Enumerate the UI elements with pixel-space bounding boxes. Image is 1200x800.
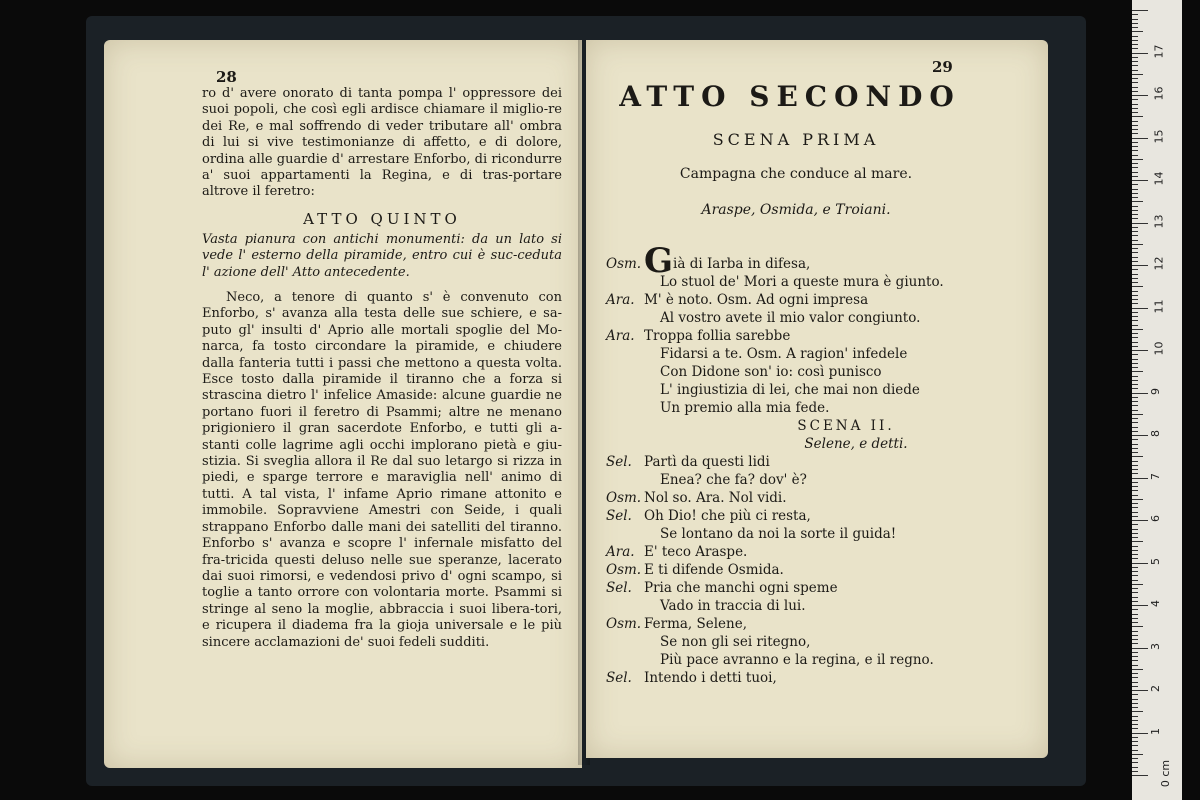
ruler-tick	[1132, 10, 1148, 11]
ruler-tick	[1132, 303, 1138, 304]
ruler-tick	[1132, 163, 1138, 164]
ruler-tick	[1132, 167, 1138, 168]
ruler-tick	[1132, 686, 1138, 687]
ruler-tick	[1132, 384, 1138, 385]
line-text: Lo stuol de' Mori a queste mura è giunto.	[660, 274, 944, 290]
ruler-label: 4	[1149, 600, 1162, 607]
ruler-tick	[1132, 452, 1138, 453]
ruler-tick	[1132, 592, 1138, 593]
ruler-tick	[1132, 65, 1138, 66]
speaker-label: Osm.	[606, 256, 642, 272]
verse-line	[606, 381, 1026, 399]
ruler-tick	[1132, 291, 1138, 292]
ruler-tick	[1132, 235, 1138, 236]
ruler-tick	[1132, 448, 1138, 449]
line-text: Intendo i detti tuoi,	[644, 670, 777, 686]
ruler-tick	[1132, 346, 1138, 347]
verse-block	[606, 241, 1026, 687]
speaker-label: Ara.	[606, 292, 635, 308]
verse-line	[606, 507, 1026, 525]
ruler-label: 9	[1149, 387, 1162, 395]
ruler-tick	[1132, 146, 1138, 147]
ruler-tick	[1132, 465, 1138, 466]
ruler-tick	[1132, 605, 1148, 606]
ruler-tick	[1132, 567, 1138, 568]
ruler-tick	[1132, 439, 1138, 440]
ruler-tick	[1132, 70, 1138, 71]
ruler-tick	[1132, 87, 1138, 88]
ruler-label: 14	[1152, 171, 1166, 186]
ruler-tick	[1132, 31, 1143, 32]
ruler-tick	[1132, 61, 1138, 62]
ruler-tick	[1132, 571, 1138, 572]
line-text: Più pace avranno e la regina, e il regno.	[660, 652, 934, 668]
ruler-tick	[1132, 265, 1148, 266]
ruler-tick	[1132, 673, 1138, 674]
verse-line	[606, 615, 1026, 633]
ruler-tick	[1132, 371, 1143, 372]
ruler-tick	[1132, 214, 1138, 215]
line-text: Vado in traccia di lui.	[660, 598, 806, 614]
ruler-tick	[1132, 435, 1148, 436]
ruler-tick	[1132, 461, 1138, 462]
ruler-tick	[1132, 410, 1138, 411]
line-text: L' ingiustizia di lei, che mai non diede	[660, 382, 920, 398]
ruler-tick	[1132, 218, 1138, 219]
speaker-label: Osm.	[606, 490, 642, 506]
ruler-tick	[1132, 427, 1138, 428]
ruler-tick	[1132, 512, 1138, 513]
speaker-label: Ara.	[606, 328, 635, 344]
ruler-tick	[1132, 622, 1138, 623]
ruler-tick	[1132, 337, 1138, 338]
line-text: E ti difende Osmida.	[644, 562, 784, 578]
line-text: Partì da questi lidi	[644, 454, 770, 470]
line-text: Al vostro avete il mio valor congiunto.	[660, 310, 921, 326]
measuring-ruler	[1132, 0, 1182, 800]
ruler-tick	[1132, 741, 1138, 742]
ruler-tick	[1132, 601, 1138, 602]
verse-line	[606, 651, 1026, 669]
ruler-tick	[1132, 690, 1148, 691]
line-text: Se lontano da noi la sorte il guida!	[660, 526, 897, 542]
ruler-tick	[1132, 584, 1143, 585]
verse-line	[606, 273, 1026, 291]
ruler-tick	[1132, 112, 1138, 113]
ruler-label: 6	[1149, 515, 1162, 522]
verse-line	[606, 543, 1026, 561]
ruler-tick	[1132, 444, 1138, 445]
ruler-tick	[1132, 495, 1138, 496]
speaker-label: Osm.	[606, 616, 642, 632]
ruler-tick	[1132, 648, 1148, 649]
ruler-tick	[1132, 176, 1138, 177]
ruler-tick	[1132, 588, 1138, 589]
ruler-tick	[1132, 223, 1148, 224]
ruler-tick	[1132, 189, 1138, 190]
ruler-tick	[1132, 308, 1148, 309]
ruler-tick	[1132, 652, 1138, 653]
ruler-tick	[1132, 286, 1143, 287]
ruler-tick	[1132, 295, 1138, 296]
ruler-tick	[1132, 121, 1138, 122]
ruler-label: 16	[1152, 86, 1166, 101]
ruler-tick	[1132, 626, 1143, 627]
ruler-tick	[1132, 193, 1138, 194]
ruler-tick	[1132, 524, 1138, 525]
ruler-tick	[1132, 57, 1138, 58]
verse-line	[606, 345, 1026, 363]
ruler-tick	[1132, 699, 1138, 700]
ruler-tick	[1132, 40, 1138, 41]
scene-title: SCENA PRIMA	[712, 130, 880, 149]
ruler-tick	[1132, 116, 1143, 117]
ruler-tick	[1132, 36, 1138, 37]
ruler-tick	[1132, 541, 1143, 542]
ruler-tick	[1132, 138, 1148, 139]
ruler-tick	[1132, 677, 1138, 678]
ruler-tick	[1132, 78, 1138, 79]
ruler-label: 8	[1149, 430, 1162, 437]
ruler-tick	[1132, 737, 1138, 738]
left-page	[104, 40, 582, 768]
ruler-tick	[1132, 269, 1138, 270]
verse-line	[606, 453, 1026, 471]
speaker-label: Osm.	[606, 562, 642, 578]
ruler-tick	[1132, 639, 1138, 640]
line-text: Oh Dio! che più ci resta,	[644, 508, 811, 524]
ruler-tick	[1132, 82, 1138, 83]
ruler-label: 10	[1152, 341, 1166, 356]
verse-line	[606, 669, 1026, 687]
ruler-tick	[1132, 227, 1138, 228]
ruler-tick	[1132, 682, 1138, 683]
ruler-tick	[1132, 48, 1138, 49]
ruler-label: 15	[1152, 129, 1166, 143]
verse-line	[606, 363, 1026, 381]
ruler-tick	[1132, 312, 1138, 313]
ruler-tick	[1132, 316, 1138, 317]
ruler-tick	[1132, 720, 1138, 721]
ruler-tick	[1132, 771, 1138, 772]
ruler-tick	[1132, 478, 1148, 479]
verse-line	[606, 525, 1026, 543]
ruler-tick	[1132, 397, 1138, 398]
ruler-tick	[1132, 329, 1143, 330]
ruler-tick	[1132, 125, 1138, 126]
ruler-tick	[1132, 558, 1138, 559]
ruler-tick	[1132, 422, 1138, 423]
verse-line	[606, 291, 1026, 309]
ruler-tick	[1132, 711, 1143, 712]
ruler-label: 7	[1149, 472, 1162, 480]
place-description: Campagna che conduce al mare.	[679, 166, 913, 182]
verse-line	[606, 241, 1026, 281]
verse-line	[606, 579, 1026, 597]
ruler-tick	[1132, 393, 1148, 394]
ruler-tick	[1132, 299, 1138, 300]
ruler-label: 2	[1149, 685, 1162, 692]
ruler-tick	[1132, 707, 1138, 708]
ruler-tick	[1132, 14, 1138, 15]
line-text: Se non gli sei ritegno,	[660, 634, 811, 650]
ruler-tick	[1132, 129, 1138, 130]
ruler-tick	[1132, 563, 1148, 564]
verse-line	[606, 471, 1026, 489]
ruler-tick	[1132, 414, 1143, 415]
ruler-tick	[1132, 388, 1138, 389]
ruler-tick	[1132, 19, 1138, 20]
line-text: Enea? che fa? dov' è?	[660, 472, 807, 488]
ruler-label: 13	[1152, 214, 1166, 228]
ruler-tick	[1132, 282, 1138, 283]
ruler-label: 0 cm	[1159, 759, 1173, 788]
ruler-tick	[1132, 172, 1138, 173]
drop-capital: G	[644, 241, 674, 281]
ruler-tick	[1132, 418, 1138, 419]
ruler-tick	[1132, 342, 1138, 343]
line-text: Nol so. Ara. Nol vidi.	[644, 490, 787, 506]
ruler-tick	[1132, 733, 1148, 734]
ruler-tick	[1132, 23, 1138, 24]
right-page	[586, 40, 1048, 758]
verse-line	[606, 399, 1026, 417]
ruler-tick	[1132, 767, 1138, 768]
ruler-tick	[1132, 244, 1143, 245]
ruler-tick	[1132, 665, 1138, 666]
ruler-tick	[1132, 150, 1138, 151]
ruler-tick	[1132, 91, 1138, 92]
ruler-tick	[1132, 669, 1143, 670]
ruler-tick	[1132, 762, 1138, 763]
ruler-tick	[1132, 694, 1138, 695]
ruler-tick	[1132, 359, 1138, 360]
ruler-tick	[1132, 44, 1138, 45]
character-list: Selene, e detti.	[804, 436, 908, 452]
paragraph	[202, 86, 562, 201]
ruler-label: 12	[1152, 256, 1166, 271]
line-text: Un premio alla mia fede.	[660, 400, 830, 416]
ruler-tick	[1132, 546, 1138, 547]
ruler-tick	[1132, 580, 1138, 581]
ruler-tick	[1132, 74, 1143, 75]
paragraph-text: Neco, a tenore di quanto s' è convenuto con Enforbo, s' avanza alla testa delle sue schiere, e sa-puto gl' insulti d' Aprio alle mortali spoglie del Mo-narca, fa tosto circondare la piramide, e chiudere dalla fanteria tutti i passi che mettono a questa volta. Esce tosto dalla piramide il tiranno che a forza si strascina dietro l' infelice Amaside: alcune guardie ne portano fuori il feretro di Psammi; altre ne menano prigioniero il gran sacerdote Enforbo, e tutti gli a-stanti colle lagrime agli occhi implorano pietà e giu-stizia. Si sveglia allora il Re dal suo letargo si rizza in piedi, e sparge terrore e maraviglia nell' animo di tutti. A tal vista, l' infame Aprio rimane attonito e immobile. Sopravviene Amestri con Seide, i quali strappano Enforbo dalle mani dei satelliti del tiranno. Enforbo s' avanza e scopre l' infernale misfatto del fra-tricida questi deluso nelle sue speranze, lacerato dai suoi rimorsi, e vedendosi privo d' ogni scampo, si toglie a tanto orrore con volontaria morte. Psammi si stringe al seno la moglie, abbraccia i suoi libera-tori, e ricupera il diadema fra la gioja universale e le più sincere acclamazioni de' suoi fedeli sudditi.	[202, 290, 562, 650]
ruler-tick	[1132, 380, 1138, 381]
ruler-label: 17	[1152, 44, 1166, 58]
ruler-tick	[1132, 325, 1138, 326]
ruler-tick	[1132, 716, 1138, 717]
ruler-tick	[1132, 180, 1148, 181]
ruler-tick	[1132, 609, 1138, 610]
ruler-tick	[1132, 575, 1138, 576]
ruler-tick	[1132, 614, 1138, 615]
ruler-label: 5	[1149, 557, 1162, 565]
line-text: ià di Iarba in difesa,	[673, 256, 811, 272]
ruler-tick	[1132, 660, 1138, 661]
verse-line	[606, 561, 1026, 579]
ruler-tick	[1132, 320, 1138, 321]
ruler-tick	[1132, 197, 1138, 198]
ruler-tick	[1132, 486, 1138, 487]
ruler-tick	[1132, 257, 1138, 258]
ruler-tick	[1132, 520, 1148, 521]
ruler-tick	[1132, 363, 1138, 364]
ruler-tick	[1132, 133, 1138, 134]
paragraph-text: ro d' avere onorato di tanta pompa l' oppressore dei suoi popoli, che così egli ardisce chiamare il miglio-re dei Re, e mal soffrendo di veder tributare all' ombra di lui si vive testimonianze di affetto, e di dolore, ordina alle guardie d' arrestare Enforbo, di ricondurre a' suoi appartamenti la Regina, e di tras-portare altrove il feretro:	[202, 86, 562, 200]
ruler-tick	[1132, 503, 1138, 504]
ruler-tick	[1132, 754, 1143, 755]
ruler-tick	[1132, 95, 1148, 96]
ruler-tick	[1132, 405, 1138, 406]
ruler-tick	[1132, 231, 1138, 232]
ruler-label: 1	[1149, 727, 1162, 735]
ruler-tick	[1132, 184, 1138, 185]
ruler-tick	[1132, 482, 1138, 483]
ruler-tick	[1132, 456, 1143, 457]
stage-direction: Vasta pianura con antichi monumenti: da un lato si vede l' esterno della piramide, entro cui è suc-ceduta l' azione dell' Atto antecedente.	[202, 232, 562, 280]
ruler-tick	[1132, 537, 1138, 538]
ruler-tick	[1132, 108, 1138, 109]
page-number: 28	[216, 68, 237, 86]
ruler-tick	[1132, 618, 1138, 619]
ruler-tick	[1132, 53, 1148, 54]
ruler-label: 3	[1149, 642, 1162, 650]
verse-line	[606, 633, 1026, 651]
verse-line	[606, 327, 1026, 345]
ruler-tick	[1132, 775, 1148, 776]
ruler-tick	[1132, 431, 1138, 432]
verse-line	[606, 309, 1026, 327]
ruler-tick	[1132, 750, 1138, 751]
line-text: Con Didone son' io: così punisco	[660, 364, 882, 380]
act-title: ATTO SECONDO	[619, 80, 961, 113]
line-text: E' teco Araspe.	[644, 544, 748, 560]
ruler-tick	[1132, 99, 1138, 100]
line-text: Ferma, Selene,	[644, 616, 748, 632]
speaker-label: Sel.	[606, 508, 632, 524]
scene-title: SCENA II.	[797, 418, 895, 434]
ruler-tick	[1132, 656, 1138, 657]
ruler-tick	[1132, 490, 1138, 491]
ruler-tick	[1132, 376, 1138, 377]
ruler-tick	[1132, 27, 1138, 28]
ruler-tick	[1132, 597, 1138, 598]
ruler-tick	[1132, 728, 1138, 729]
ruler-tick	[1132, 201, 1143, 202]
ruler-tick	[1132, 499, 1143, 500]
ruler-tick	[1132, 142, 1138, 143]
ruler-tick	[1132, 703, 1138, 704]
ruler-tick	[1132, 745, 1138, 746]
ruler-tick	[1132, 758, 1138, 759]
ruler-tick	[1132, 724, 1138, 725]
ruler-tick	[1132, 469, 1138, 470]
speaker-label: Ara.	[606, 544, 635, 560]
verse-line	[606, 597, 1026, 615]
ruler-tick	[1132, 635, 1138, 636]
ruler-tick	[1132, 252, 1138, 253]
ruler-tick	[1132, 401, 1138, 402]
line-text: Troppa follia sarebbe	[644, 328, 791, 344]
ruler-tick	[1132, 533, 1138, 534]
ruler-tick	[1132, 155, 1138, 156]
ruler-tick	[1132, 350, 1148, 351]
ruler-tick	[1132, 643, 1138, 644]
ruler-tick	[1132, 554, 1138, 555]
character-list: Araspe, Osmida, e Troiani.	[701, 202, 891, 218]
page-number: 29	[932, 58, 953, 76]
speaker-label: Sel.	[606, 670, 632, 686]
ruler-tick	[1132, 507, 1138, 508]
ruler-tick	[1132, 274, 1138, 275]
ruler-label: 11	[1152, 299, 1166, 313]
ruler-tick	[1132, 159, 1143, 160]
ruler-tick	[1132, 278, 1138, 279]
line-text: Pria che manchi ogni speme	[644, 580, 838, 596]
ruler-tick	[1132, 529, 1138, 530]
ruler-tick	[1132, 550, 1138, 551]
ruler-tick	[1132, 631, 1138, 632]
verse-line	[606, 489, 1026, 507]
line-text: M' è noto. Osm. Ad ogni impresa	[644, 292, 869, 308]
ruler-tick	[1132, 104, 1138, 105]
speaker-label: Sel.	[606, 580, 632, 596]
ruler-tick	[1132, 261, 1138, 262]
ruler-tick	[1132, 240, 1138, 241]
ruler-tick	[1132, 516, 1138, 517]
paragraph	[202, 290, 562, 651]
ruler-tick	[1132, 354, 1138, 355]
ruler-tick	[1132, 210, 1138, 211]
ruler-tick	[1132, 248, 1138, 249]
ruler-tick	[1132, 367, 1138, 368]
speaker-label: Sel.	[606, 454, 632, 470]
ruler-tick	[1132, 473, 1138, 474]
ruler-tick	[1132, 333, 1138, 334]
ruler-tick	[1132, 206, 1138, 207]
line-text: Fidarsi a te. Osm. A ragion' infedele	[660, 346, 908, 362]
act-title: ATTO QUINTO	[303, 210, 461, 228]
